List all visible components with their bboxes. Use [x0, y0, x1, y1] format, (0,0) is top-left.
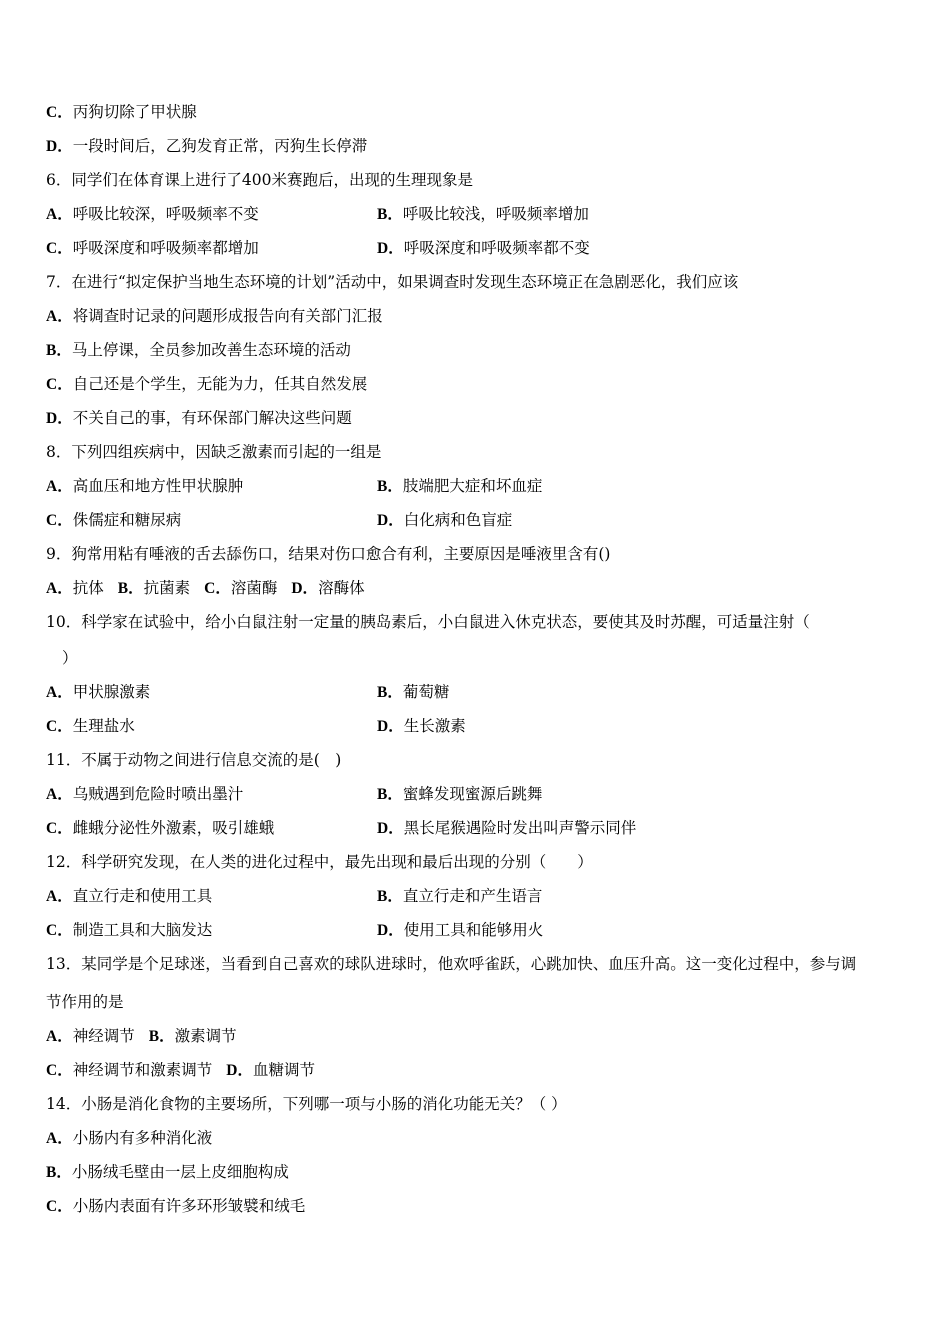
option-label: A [46, 206, 58, 223]
option-text: 血糖调节 [252, 1061, 315, 1079]
option-text: 溶菌酶 [230, 579, 278, 597]
option-label: D [46, 138, 58, 155]
option-text: 呼吸深度和呼吸频率都增加 [72, 239, 259, 257]
option-label: A [46, 888, 58, 905]
option-text: 抗菌素 [143, 579, 191, 597]
option-text: 乌贼遇到危险时喷出墨汁 [72, 785, 244, 803]
option-label: A [46, 684, 58, 701]
option-text: 高血压和地方性甲状腺肿 [72, 477, 244, 495]
option-text: 甲状腺激素 [72, 683, 151, 701]
option-line: B．葡萄糖 [377, 683, 450, 701]
option-label: A [46, 1028, 58, 1045]
option-text: 白化病和色盲症 [403, 511, 513, 529]
option-line: D．不关自己的事，有环保部门解决这些问题 [46, 409, 352, 427]
question-stem: 7．在进行“拟定保护当地生态环境的计划”活动中，如果调查时发现生态环境正在急剧恶化，我们应该 [46, 273, 739, 291]
question-stem: 13．某同学是个足球迷，当看到自己喜欢的球队进球时，他欢呼雀跃，心跳加快、血压升高。这一变化过程中，参与调 [46, 955, 857, 973]
option-line: A．甲状腺激素 [46, 683, 151, 701]
option-text: 将调查时记录的问题形成报告向有关部门汇报 [72, 307, 383, 325]
option-label: B [377, 786, 388, 803]
option-text: 制造工具和大脑发达 [72, 921, 213, 939]
option-text: 呼吸比较深，呼吸频率不变 [72, 205, 259, 223]
option-line: B．小肠绒毛壁由一层上皮细胞构成 [46, 1163, 289, 1181]
option-label: B [377, 478, 388, 495]
option-line: A．呼吸比较深，呼吸频率不变 [46, 205, 259, 223]
option-label: A [46, 478, 58, 495]
option-label: C [46, 1062, 58, 1079]
option-line: C．制造工具和大脑发达 [46, 921, 213, 939]
option-text: 自己还是个学生，无能为力，任其自然发展 [72, 375, 368, 393]
option-label: A [46, 580, 58, 597]
option-text: 肢端肥大症和坏血症 [402, 477, 543, 495]
option-line: B．肢端肥大症和坏血症 [377, 477, 543, 495]
question-stem: 8．下列四组疾病中，因缺乏激素而引起的一组是 [46, 443, 382, 461]
option-label: D [377, 922, 389, 939]
option-text: 生长激素 [403, 717, 466, 735]
option-line: A．直立行走和使用工具 [46, 887, 213, 905]
option-label: D [291, 580, 303, 597]
option-label: D [377, 820, 389, 837]
question-stem-continued: ） [62, 649, 78, 667]
option-text: 神经调节和激素调节 [72, 1061, 213, 1079]
option-label: C [46, 1198, 58, 1215]
option-label: A [46, 308, 58, 325]
option-label: C [46, 104, 58, 121]
option-text: 黑长尾猴遇险时发出叫声警示同伴 [403, 819, 637, 837]
option-label: A [46, 1130, 58, 1147]
option-label: C [46, 922, 58, 939]
option-line: C．呼吸深度和呼吸频率都增加 [46, 239, 259, 257]
question-stem: 12．科学研究发现，在人类的进化过程中，最先出现和最后出现的分别（ ） [46, 853, 593, 871]
option-line: A．高血压和地方性甲状腺肿 [46, 477, 244, 495]
option-line: C．生理盐水 [46, 717, 135, 735]
option-text: 神经调节 [72, 1027, 135, 1045]
option-label: C [204, 580, 216, 597]
option-text: 蜜蜂发现蜜源后跳舞 [402, 785, 543, 803]
option-label: C [46, 376, 58, 393]
option-label: C [46, 512, 58, 529]
option-line: C．神经调节和激素调节 D．血糖调节 [46, 1061, 315, 1079]
option-text: 雌蛾分泌性外激素，吸引雄蛾 [72, 819, 275, 837]
option-text: 溶酶体 [318, 579, 365, 597]
option-line: C．侏儒症和糖尿病 [46, 511, 182, 529]
option-line: A．乌贼遇到危险时喷出墨汁 [46, 785, 244, 803]
option-line: A．抗体 B．抗菌素 C．溶菌酶 D．溶酶体 [46, 579, 365, 597]
option-label: B [377, 206, 388, 223]
option-line: C．小肠内表面有许多环形皱襞和绒毛 [46, 1197, 306, 1215]
option-text: 激素调节 [174, 1027, 237, 1045]
option-label: D [46, 410, 58, 427]
option-line: A．神经调节 B．激素调节 [46, 1027, 237, 1045]
option-line: D．使用工具和能够用火 [377, 921, 544, 939]
option-text: 小肠内表面有许多环形皱襞和绒毛 [72, 1197, 306, 1215]
option-line: D．一段时间后，乙狗发育正常，丙狗生长停滞 [46, 137, 368, 155]
option-line: D．呼吸深度和呼吸频率都不变 [377, 239, 590, 257]
option-label: B [377, 888, 388, 905]
question-stem: 11．不属于动物之间进行信息交流的是( ) [46, 751, 342, 769]
option-text: 呼吸深度和呼吸频率都不变 [403, 239, 590, 257]
option-label: D [377, 240, 389, 257]
option-text: 使用工具和能够用火 [403, 921, 544, 939]
option-label: B [148, 1028, 160, 1045]
question-stem: 6．同学们在体育课上进行了400米赛跑后，出现的生理现象是 [46, 171, 473, 189]
option-label: B [46, 342, 57, 359]
question-stem: 14．小肠是消化食物的主要场所，下列哪一项与小肠的消化功能无关？（ ） [46, 1095, 567, 1113]
option-line: B．马上停课，全员参加改善生态环境的活动 [46, 341, 351, 359]
option-label: C [46, 240, 58, 257]
option-label: D [226, 1062, 238, 1079]
option-text: 小肠绒毛壁由一层上皮细胞构成 [71, 1163, 289, 1181]
option-label: B [46, 1164, 57, 1181]
option-label: D [377, 718, 389, 735]
option-line: C．自己还是个学生，无能为力，任其自然发展 [46, 375, 368, 393]
question-stem: 10．科学家在试验中，给小白鼠注射一定量的胰岛素后，小白鼠进入休克状态，要使其及时苏醒，可适量注射（ [46, 613, 810, 631]
option-label: C [46, 820, 58, 837]
option-text: 生理盐水 [72, 717, 135, 735]
option-label: B [377, 684, 388, 701]
option-text: 侏儒症和糖尿病 [72, 511, 182, 529]
option-text: 马上停课，全员参加改善生态环境的活动 [71, 341, 351, 359]
option-text: 不关自己的事，有环保部门解决这些问题 [72, 409, 352, 427]
option-text: 直立行走和使用工具 [72, 887, 213, 905]
option-line: B．蜜蜂发现蜜源后跳舞 [377, 785, 543, 803]
option-line: D．黑长尾猴遇险时发出叫声警示同伴 [377, 819, 637, 837]
option-label: D [377, 512, 389, 529]
option-line: B．呼吸比较浅，呼吸频率增加 [377, 205, 589, 223]
option-line: B．直立行走和产生语言 [377, 887, 543, 905]
option-text: 抗体 [72, 579, 104, 597]
option-line: A．小肠内有多种消化液 [46, 1129, 213, 1147]
option-line: D．白化病和色盲症 [377, 511, 513, 529]
question-stem-continued: 节作用的是 [46, 993, 124, 1011]
option-line: D．生长激素 [377, 717, 466, 735]
option-label: C [46, 718, 58, 735]
option-label: A [46, 786, 58, 803]
option-text: 葡萄糖 [402, 683, 450, 701]
option-line: A．将调查时记录的问题形成报告向有关部门汇报 [46, 307, 383, 325]
option-text: 丙狗切除了甲状腺 [72, 103, 197, 121]
option-line: C．雌蛾分泌性外激素，吸引雄蛾 [46, 819, 275, 837]
option-text: 呼吸比较浅，呼吸频率增加 [402, 205, 589, 223]
option-text: 一段时间后，乙狗发育正常，丙狗生长停滞 [72, 137, 368, 155]
option-text: 小肠内有多种消化液 [72, 1129, 213, 1147]
question-stem: 9．狗常用粘有唾液的舌去舔伤口，结果对伤口愈合有利，主要原因是唾液里含有() [46, 545, 611, 563]
option-text: 直立行走和产生语言 [402, 887, 543, 905]
option-line: C．丙狗切除了甲状腺 [46, 103, 197, 121]
option-label: B [117, 580, 129, 597]
